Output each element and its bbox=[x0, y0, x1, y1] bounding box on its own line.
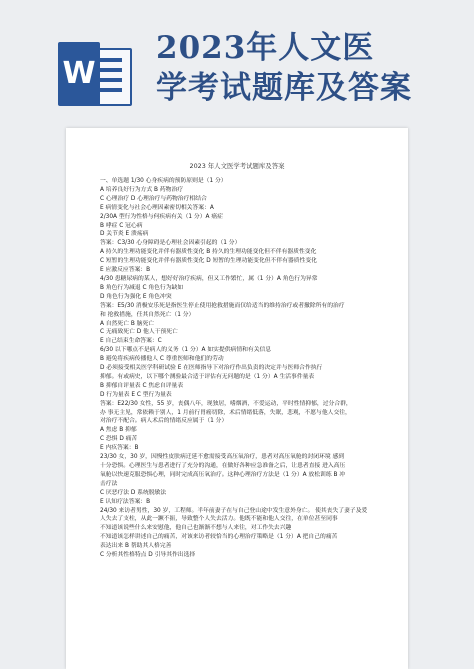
document-line: E 病情变化与社会心理因素密切相关答案：A bbox=[100, 204, 214, 211]
document-line: B 抑郁自评量表 C 焦虑自评量表 bbox=[100, 382, 184, 389]
document-line: E 应激反应答案：B bbox=[100, 267, 151, 274]
word-logo-badge: W bbox=[58, 42, 100, 106]
document-line: D 关节炎 E 溃疡病 bbox=[100, 231, 149, 238]
document-line: 4/30 患糖尿病的某人，想好好治疗疾病，但又工作繁忙，属（1 分）A 角色行为异常 bbox=[100, 275, 318, 282]
document-line: C 无痛致死亡 D 他人干预死亡 bbox=[100, 329, 178, 336]
document-line: 人失去了支柱，从此一蹶不振，导致整个人失去活力。他既不能和他人交往，在单位甚至同事 bbox=[100, 516, 338, 523]
document-title: 2023 年人文医学考试题库及答案 bbox=[189, 162, 285, 170]
banner-header bbox=[0, 0, 474, 120]
document-line: E 认知疗法答案：B bbox=[100, 498, 151, 505]
document-body bbox=[66, 171, 408, 560]
document-line: 击疗法 bbox=[100, 480, 118, 487]
document-line: B 角色行为减退 C 角色行为缺如 bbox=[100, 284, 184, 291]
document-line: 23/30 女，30 岁，因慢性皮肤病迁延不愈需接受高压氧治疗，患者对高压氧舱的封闭环境 感到 bbox=[100, 454, 345, 461]
document-line: 对治疗不配合。病人术后的情绪反应属于（1 分） bbox=[100, 418, 228, 425]
document-line: C 恐惧 D 痛苦 bbox=[100, 436, 138, 443]
document-line: C 分析其性格特点 D 引导其作出选择 bbox=[100, 552, 196, 559]
document-line: 不知道该说些什么来安慰他，他自己也渐渐不想与人来往，对工作失去兴趣 bbox=[100, 525, 292, 532]
document-line: 答案：E22/30 女性，55 岁，丧偶八年，现独居，嗜烟酒，不爱运动，平时性情抑郁，过分合群， bbox=[100, 400, 352, 407]
document-line: C 厌恶疗法 D 系统脱敏法 bbox=[100, 489, 167, 496]
banner-title-line2: 学考试题库及答案 bbox=[156, 70, 412, 106]
document-line: 答案：E5/30 消极安乐死是指医生停止使用抢救措施而仅给适当的维持治疗或者撤除所有的治疗 bbox=[100, 302, 345, 309]
document-line: 氧舱以快速克服恐惧心理，同时完成高压氧治疗。这种心理治疗方法是（1 分）A 放松训练 B 冲 bbox=[100, 471, 346, 478]
document-line: D 必须接受相关医学科研试验 E 在医师指导下对治疗作出负责的决定并与医师合作执行 bbox=[100, 365, 323, 372]
document-line: 和 抢救措施，任其自然死亡（1 分） bbox=[100, 311, 195, 318]
document-line: 答案：C3/30 心身障碍是心理社会因素引起的（1 分） bbox=[100, 240, 241, 247]
document-line: 2/30A 型行为性格与何疾病有关（1 分）A 癌症 bbox=[100, 213, 223, 220]
document-line: E 自己结束生命答案：C bbox=[100, 338, 162, 345]
document-line: C 心理治疗 D 心理治疗与药物治疗相结合 bbox=[100, 195, 207, 202]
document-line: D 行为量表 E C 型行为量表 bbox=[100, 391, 172, 398]
document-line: A 持久的生理功能变化并伴有器质性变化 B 持久的生理功能变化但不伴有器质性变化 bbox=[100, 249, 317, 256]
document-page bbox=[66, 128, 408, 669]
document-line: 一、单选题 1/30 心身疾病的预防原则是（1 分） bbox=[100, 178, 227, 184]
document-line: 6/30 以下哪点不是病人的义务（1 分）A 如实提供病情和有关信息 bbox=[100, 347, 272, 354]
document-line: D 角色行为强化 E 角色冲突 bbox=[100, 293, 172, 300]
document-line: 办 事无主见，常依赖于别人，1 月前行胃癌切除，术后情绪低落，失眠，悲观，不愿与他人交往， bbox=[100, 409, 351, 416]
document-line: 24/30 来访者男性，30 岁，工程师。半年前妻子在与自己登山途中发生意外身亡。 使其丧失了妻子及爱 bbox=[100, 507, 368, 514]
document-line: 抑郁。有或病史，以下哪个测验最合适于评估有无问题的是（1 分）A 生活事件量表 bbox=[100, 373, 315, 380]
document-line: 表达出来 B 帮助其人格完善 bbox=[100, 543, 172, 550]
document-line: B 避免将疾病传播他人 C 尊重医师和他们的劳动 bbox=[100, 356, 224, 363]
document-line: B 哮症 C 冠心病 bbox=[100, 222, 143, 229]
document-line: A 焦虑 B 抑郁 bbox=[100, 427, 137, 434]
document-line: C 短暂的生理功能变化并伴有器质性变化 D 短暂的生理功能变化但不伴有器质性变化 bbox=[100, 258, 317, 265]
document-line: E 内疚答案：B bbox=[100, 445, 139, 452]
document-line: A 自然死亡 B 脑死亡 bbox=[100, 320, 155, 327]
word-document-icon bbox=[58, 42, 130, 106]
document-line: A 培养良好行为方式 B 药物治疗 bbox=[100, 186, 184, 193]
document-line: 十分恐惧。心理医生与患者进行了充分的沟通，在做好各种应急准备之后，让患者直接 进入高压 bbox=[100, 463, 346, 469]
document-line: 不知道该怎样讲述自己的痛苦，对该来访者较恰当的心理治疗策略是（1 分）A 把自己的痛苦 bbox=[100, 534, 338, 541]
banner-title bbox=[156, 28, 468, 108]
banner-title-line1: 2023年人文医 bbox=[156, 30, 375, 66]
